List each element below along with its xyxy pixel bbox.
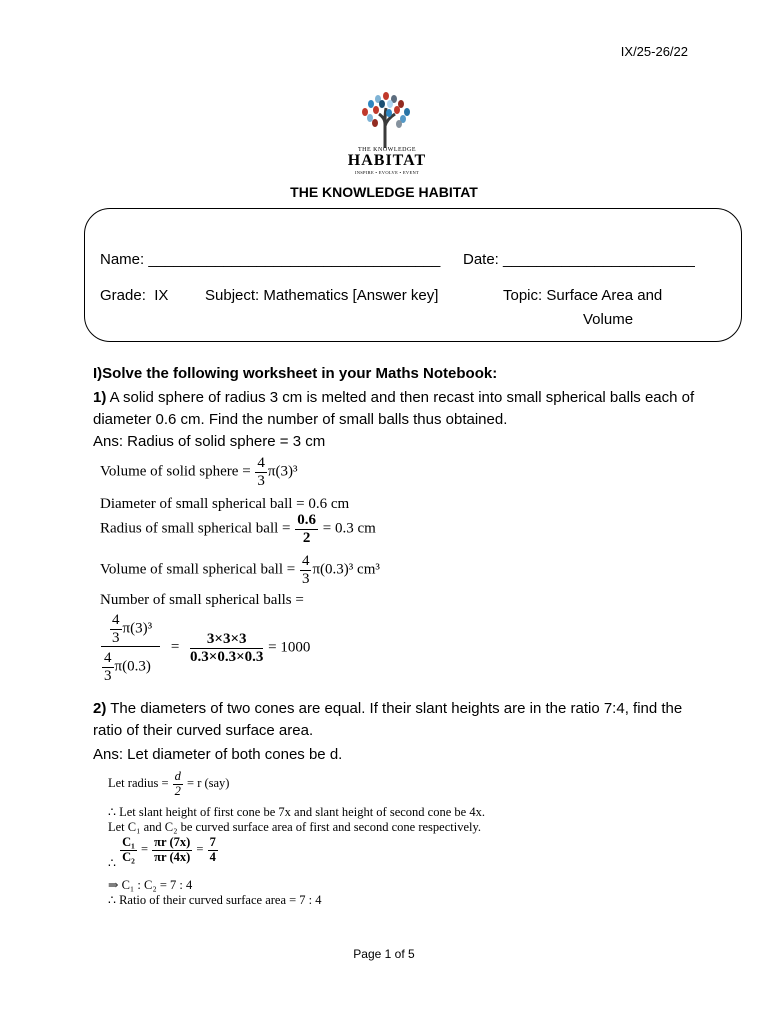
denominator: 0.3×0.3×0.3 [190, 648, 264, 665]
subject-label: Subject: Mathematics [Answer key] [205, 287, 439, 304]
q1-answer-intro: Ans: Radius of solid sphere = 3 cm [93, 433, 326, 450]
school-title: THE KNOWLEDGE HABITAT [290, 184, 478, 200]
q2-slant-heights: ∴ Let slant height of first cone be 7x and slant height of second cone be 4x. [108, 805, 485, 819]
question-text: The diameters of two cones are equal. If their slant heights are in the ratio 7:4, find the ratio of their curved surface area. [93, 700, 683, 739]
q1-number-calculation [100, 612, 310, 684]
logo-top-text: THE KNOWLEDGE [358, 147, 416, 153]
fraction [295, 512, 318, 546]
q1-radius-value: = 0.3 cm [322, 520, 376, 537]
numerator: 4 [104, 650, 112, 666]
denominator: 3 [301, 570, 310, 587]
numerator: C₁ [122, 835, 135, 849]
big-numerator-expr: π(3)³ [122, 620, 153, 637]
q2-ratio-result: ⇒ C₁ : C₂ = 7 : 4 [108, 878, 193, 892]
q2-define-c1-c2: Let C₁ and C₂ be curved surface area of first and second cone respectively. [108, 820, 482, 834]
therefore-symbol: ∴ [108, 856, 116, 871]
numerator: 7 [209, 835, 216, 849]
equals-sign: = [170, 639, 180, 656]
seven-four-fraction [208, 836, 218, 865]
denominator: C₂ [122, 849, 135, 864]
question-number: 1) [93, 389, 107, 406]
big-fraction [101, 612, 160, 684]
equals-sign: = [140, 842, 149, 857]
page-number: Page 1 of 5 [353, 947, 415, 961]
question-1 [93, 387, 713, 431]
q1-volume-solid-expr: π(3)³ [267, 463, 298, 480]
c1-c2-fraction [120, 836, 137, 865]
q1-number-label: Number of small spherical balls = [100, 592, 304, 608]
q1-radius-line [100, 512, 376, 546]
fraction [255, 455, 267, 489]
numerator: πr (7x) [154, 835, 191, 849]
q2-ratio-equation [108, 836, 219, 871]
product-fraction [190, 631, 263, 665]
q2-radius-value: = r (say) [187, 776, 230, 791]
student-info-box [84, 208, 742, 342]
numerator: 3×3×3 [190, 631, 263, 649]
topic-label-cont: Volume [583, 311, 634, 328]
question-2 [93, 698, 713, 742]
numerator: 4 [301, 553, 310, 569]
big-denominator [101, 647, 160, 684]
numerator: 4 [257, 455, 265, 471]
fraction [173, 770, 183, 799]
q2-radius-label: Let radius = [108, 776, 169, 791]
question-text: A solid sphere of radius 3 cm is melted and then recast into small spherical balls each of diameter 0.6 cm. Find the number of small balls thus obtained. [93, 389, 695, 428]
denominator: 3 [112, 629, 120, 646]
name-field: Name: ___________________________________ [100, 251, 441, 268]
q1-volume-solid [100, 455, 297, 489]
document-code: IX/25-26/22 [620, 44, 688, 59]
fraction [300, 553, 312, 587]
q1-volume-small-expr: π(0.3)³ cm³ [312, 561, 380, 578]
q1-radius-label: Radius of small spherical ball = [100, 520, 291, 537]
tree-icon [345, 92, 429, 148]
q1-diameter-line: Diameter of small spherical ball = 0.6 cm [100, 496, 350, 512]
denominator: 4 [209, 849, 216, 864]
denominator: 3 [104, 667, 112, 684]
pr-fraction [152, 836, 192, 865]
section-heading: I)Solve the following worksheet in your Maths Notebook: [93, 365, 498, 382]
big-denominator-expr: π(0.3) [114, 658, 151, 675]
topic-label: Topic: Surface Area and [503, 287, 663, 304]
fraction [102, 650, 114, 684]
logo-main-text: HABITAT [347, 152, 427, 169]
denominator: 2 [174, 783, 181, 798]
question-number: 2) [93, 700, 107, 717]
q1-volume-small-label: Volume of small spherical ball = [100, 561, 296, 578]
grade-label: Grade: IX [100, 287, 169, 304]
q1-volume-small [100, 553, 380, 587]
big-numerator [101, 612, 160, 647]
logo-tagline: INSPIRE • EVOLVE • EVENT [354, 170, 420, 175]
numerator: 0.6 [297, 512, 317, 528]
date-field: Date: _______________________ [463, 251, 695, 268]
numerator: 4 [112, 612, 120, 628]
q1-result: = 1000 [268, 639, 311, 656]
school-logo [345, 92, 429, 178]
equals-sign: = [196, 842, 204, 857]
denominator: 3 [257, 472, 265, 489]
fraction [110, 612, 122, 646]
denominator: πr (4x) [154, 849, 191, 864]
denominator: 2 [302, 529, 311, 546]
numerator: d [174, 769, 181, 783]
q2-final-answer: ∴ Ratio of their curved surface area = 7 : 4 [108, 893, 322, 907]
q2-answer-intro: Ans: Let diameter of both cones be d. [93, 746, 343, 763]
q2-radius-line [108, 770, 229, 799]
q1-volume-solid-label: Volume of solid sphere = [100, 463, 251, 480]
